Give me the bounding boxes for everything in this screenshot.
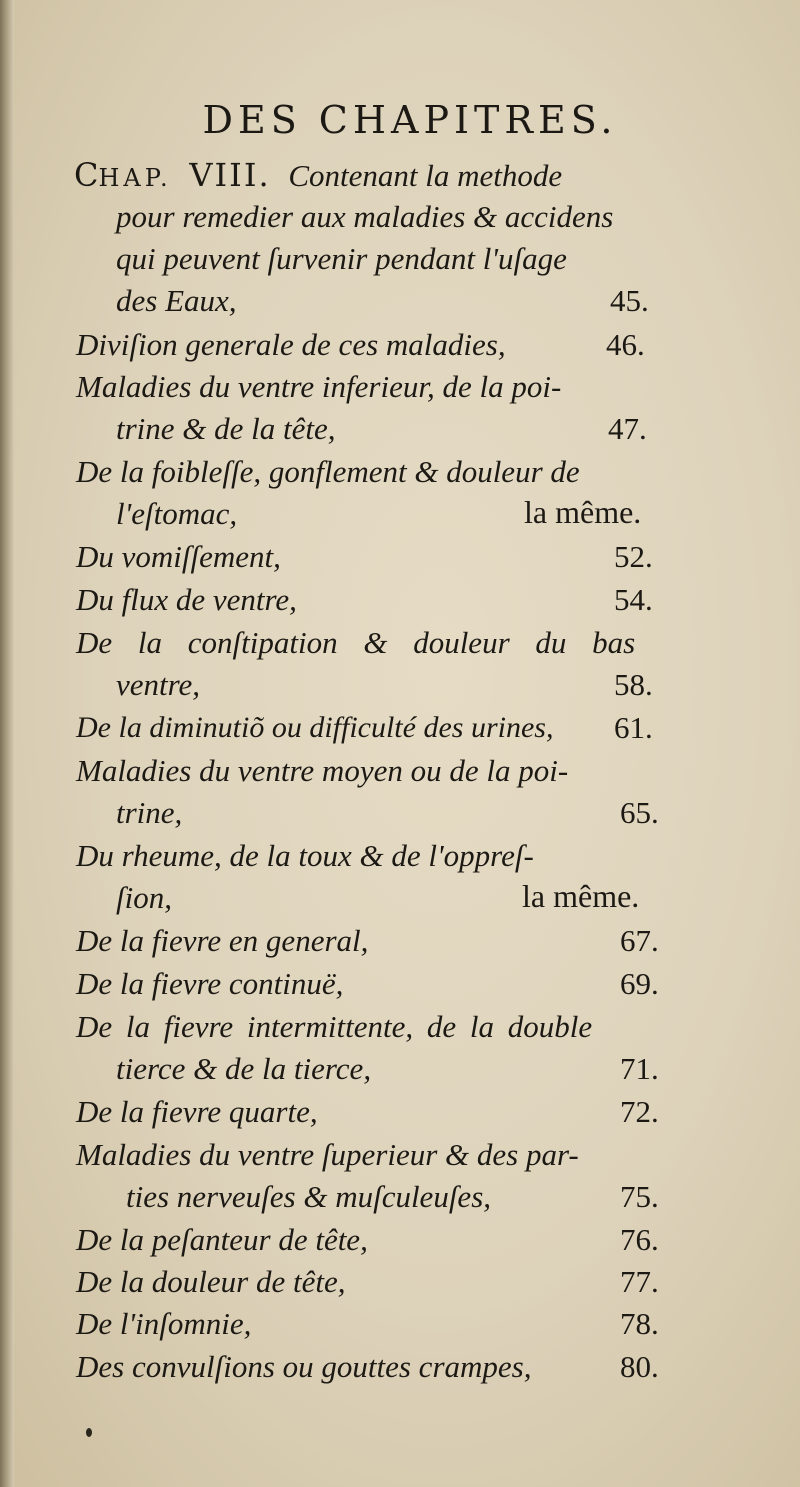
toc-entry-page: 80. <box>620 1349 659 1384</box>
toc-entry-text: tierce & de la tierce, <box>116 1051 372 1086</box>
toc-entry-page: 69. <box>620 966 659 1001</box>
chapter-line-4: des Eaux, <box>116 283 237 318</box>
toc-entry-text: Des convulſions ou gouttes crampes, <box>76 1349 532 1384</box>
chapter-number: VIII. <box>189 156 271 194</box>
chapter-label: CHAP. <box>74 156 172 194</box>
toc-entry-text: De la peſanteur de tête, <box>76 1222 368 1257</box>
toc-entry-text: Du flux de ventre, <box>76 582 297 617</box>
toc-entry-page: 65. <box>620 795 659 830</box>
toc-entry-page: 76. <box>620 1222 659 1257</box>
toc-entry-page: 78. <box>620 1306 659 1341</box>
toc-entry-page: la même. <box>522 878 640 914</box>
chapter-page-number: 45. <box>610 283 649 318</box>
toc-entry-text: De la foibleſſe, gonflement & douleur de <box>76 454 580 489</box>
toc-entry-text: Maladies du ventre moyen ou de la poi- <box>76 753 569 788</box>
toc-entry-page: 71. <box>620 1051 659 1086</box>
page-gutter-shadow <box>0 0 14 1487</box>
toc-entry-page: la même. <box>524 494 642 530</box>
toc-entry-text: Du rheume, de la toux & de l'oppreſ- <box>76 838 534 873</box>
toc-entry-text: De la douleur de tête, <box>76 1264 346 1299</box>
ink-speck <box>86 1428 92 1437</box>
toc-entry-text: De l'inſomnie, <box>76 1306 252 1341</box>
toc-entry-text: Maladies du ventre ſuperieur & des par- <box>76 1137 579 1172</box>
chapter-line-3: qui peuvent ſurvenir pendant l'uſage <box>116 241 567 276</box>
toc-entry-page: 72. <box>620 1094 659 1129</box>
chapter-line-1 <box>74 152 562 198</box>
toc-entry-text: Du vomiſſement, <box>76 539 281 574</box>
toc-entry-page: 46. <box>606 327 645 362</box>
running-header: DES CHAPITRES. <box>202 98 618 142</box>
toc-entry-text: l'eſtomac, <box>116 496 238 531</box>
toc-entry-page: 67. <box>620 923 659 958</box>
toc-entry-text: De la fievre en general, <box>76 923 369 958</box>
toc-entry-text: De la fievre quarte, <box>76 1094 318 1129</box>
toc-entry-page: 61. <box>614 710 653 745</box>
toc-entry-page: 77. <box>620 1264 659 1299</box>
toc-entry-page: 52. <box>614 539 653 574</box>
toc-entry-text: Diviſion generale de ces maladies, <box>76 327 506 362</box>
toc-entry-text: De la fievre continuë, <box>76 966 344 1001</box>
toc-entry-text: ventre, <box>116 667 201 702</box>
chapter-line-2: pour remedier aux maladies & accidens <box>116 199 614 234</box>
toc-entry-text: ſion, <box>116 880 172 915</box>
toc-entry-page: 54. <box>614 582 653 617</box>
toc-entry-text: trine, <box>116 795 183 830</box>
toc-entry-page: 75. <box>620 1179 659 1214</box>
toc-entry-text: trine & de la tête, <box>116 411 336 446</box>
toc-entry-page: 47. <box>608 411 647 446</box>
chapter-title-part-1: Contenant la methode <box>288 158 563 193</box>
toc-entry-text: De la fievre intermittente, de la double <box>76 1009 593 1044</box>
toc-entry-text: ties nerveuſes & muſculeuſes, <box>126 1179 492 1214</box>
toc-entry-text: De la conſtipation & douleur du bas <box>76 625 636 660</box>
toc-entry-text: Maladies du ventre inferieur, de la poi- <box>76 369 562 404</box>
toc-entry-text: De la diminutiõ ou difficulté des urines, <box>76 711 554 744</box>
toc-entry-page: 58. <box>614 667 653 702</box>
